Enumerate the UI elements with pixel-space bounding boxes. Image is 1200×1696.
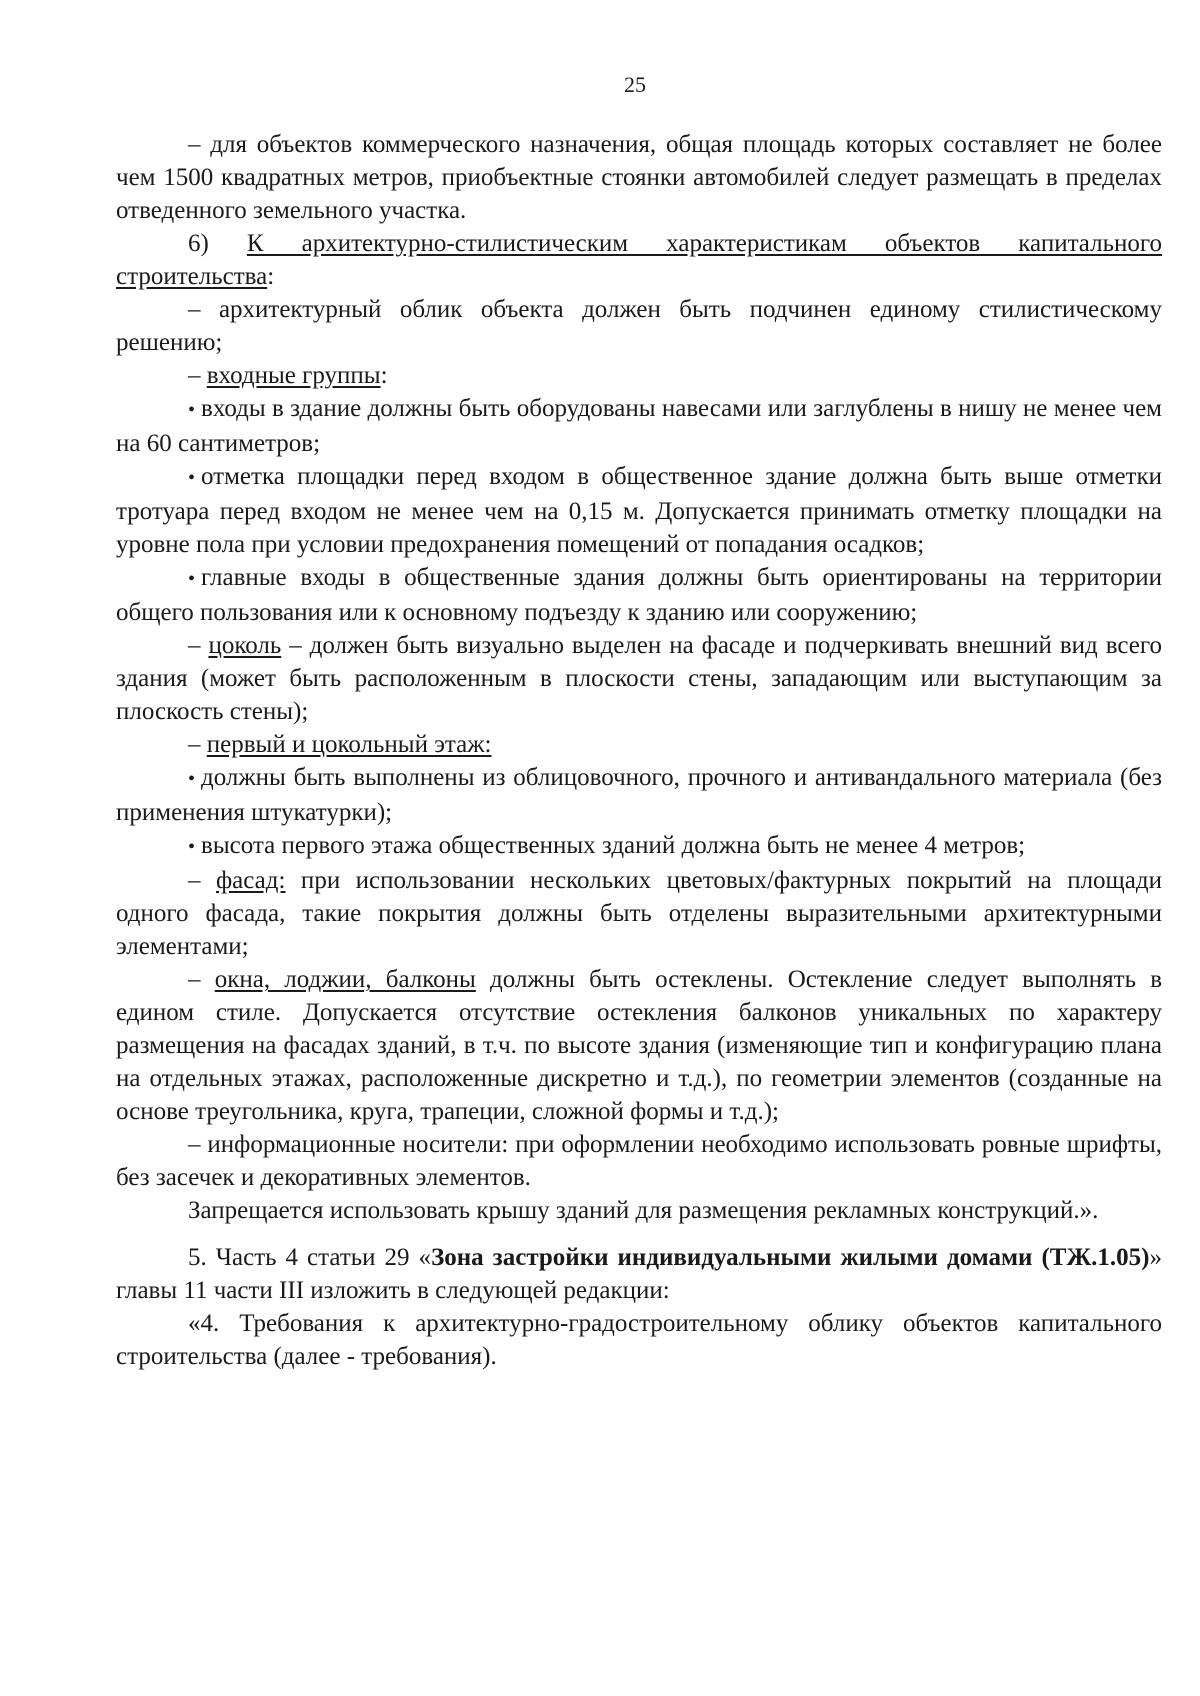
subheading-underlined: цоколь — [208, 632, 282, 659]
paragraph-text: – информационные носители: при оформлении необходимо использовать ровные шрифты, без засечек и декоративных элементов. — [116, 1131, 1162, 1191]
bullet-text: должны быть выполнены из облицовочного, прочного и антивандального материала (без применения штукатурки); — [116, 764, 1162, 826]
bullet-text: высота первого этажа общественных зданий должна быть не менее 4 метров; — [201, 832, 1026, 859]
bullet-icon: • — [188, 467, 196, 489]
paragraph-text: – для объектов коммерческого назначения, общая площадь которых составляет не более чем 1500 квадратных метров, приобъектные стоянки автомобилей следует размещать в пределах отведенного земельного участка. — [116, 131, 1162, 224]
paragraph-architectural-appearance — [116, 293, 1162, 359]
dash: – — [188, 362, 207, 389]
bullet-icon: • — [188, 399, 196, 421]
paragraph-information-carriers — [116, 1128, 1162, 1194]
paragraph-requirements-4 — [116, 1307, 1162, 1373]
paragraph-windows-balconies — [116, 963, 1162, 1128]
paragraph-text: «4. Требования к архитектурно-градостроительному облику объектов капитального строительства (далее - требования). — [116, 1310, 1162, 1370]
paragraph-plinth — [116, 629, 1162, 728]
paragraph-text: 5. Часть 4 статьи 29 « — [188, 1244, 432, 1271]
paragraph-text: при использовании нескольких цветовых/фактурных покрытий на площади одного фасада, такие покрытия должны быть отделены выразительными архитектурными элементами; — [116, 867, 1162, 960]
bullet-item-platform-level — [116, 460, 1162, 561]
paragraph-roof-advertising-ban — [116, 1194, 1162, 1227]
paragraph-facade — [116, 864, 1162, 963]
paragraph-text: » главы 11 части III изложить в следующей редакции: — [116, 1244, 1162, 1304]
subheading-underlined: первый и цокольный этаж: — [206, 731, 492, 758]
section-heading-underlined: К архитектурно-стилистическим характеристикам объектов капитального строительства — [116, 230, 1163, 290]
subheading-colon: : — [380, 362, 388, 389]
subheading-underlined: входные группы — [206, 362, 381, 389]
page-number: 25 — [624, 72, 646, 97]
dash: – — [188, 731, 207, 758]
bullet-icon: • — [188, 768, 196, 790]
bullet-item-canopies — [116, 392, 1162, 460]
paragraph-text: – архитектурный облик объекта должен быть подчинен единому стилистическому решению; — [116, 296, 1162, 356]
paragraph-text: – должен быть визуально выделен на фасаде и подчеркивать внешний вид всего здания (может быть расположенным в плоскости стены, западающим или выступающим за плоскость стены); — [116, 632, 1163, 725]
page-body — [116, 128, 1162, 1373]
bullet-item-floor-height — [116, 829, 1162, 864]
dash: – — [188, 867, 216, 894]
section-number: 6) — [188, 230, 247, 257]
dash: – — [188, 632, 209, 659]
bullet-text: отметка площадки перед входом в общественное здание должна быть выше отметки тротуара перед входом не менее чем на 0,15 м. Допускается принимать отметку площадки на уровне пола при условии предохранения помещений от попадания осадков; — [116, 463, 1162, 558]
paragraph-entrance-groups-heading — [116, 359, 1162, 392]
heading-colon: : — [267, 263, 275, 290]
paragraph-text: Запрещается использовать крышу зданий для размещения рекламных конструкций.». — [188, 1197, 1099, 1224]
bullet-item-main-entrances — [116, 561, 1162, 629]
bullet-text: входы в здание должны быть оборудованы навесами или заглублены в нишу не менее чем на 60 сантиметров; — [116, 395, 1162, 457]
paragraph-text: должны быть остеклены. Остекление следует выполнять в едином стиле. Допускается отсутствие остекления балконов уникальных по характеру размещения на фасадах зданий, в т.ч. по высоте здания (изменяющие тип и конфигурацию плана на отдельных этажах, расположенные дискретно и т.д.), по геометрии элементов (созданные на основе треугольника, круга, трапеции, сложной формы и т.д.); — [116, 966, 1163, 1125]
bullet-icon: • — [188, 568, 196, 590]
paragraph-amendment-5 — [116, 1241, 1162, 1307]
bullet-item-cladding-material — [116, 761, 1162, 829]
bullet-text: главные входы в общественные здания должны быть ориентированы на территории общего пользования или к основному подъезду к зданию или сооружению; — [116, 564, 1162, 626]
zone-title-bold: Зона застройки индивидуальными жилыми домами (ТЖ.1.05) — [431, 1244, 1150, 1271]
paragraph-section-6-heading — [116, 227, 1162, 293]
paragraph-commercial-parking — [116, 128, 1162, 227]
subheading-underlined: фасад: — [215, 867, 286, 894]
paragraph-first-floor-heading — [116, 728, 1162, 761]
dash: – — [188, 966, 215, 993]
subheading-underlined: окна, лоджии, балконы — [214, 966, 476, 993]
bullet-icon: • — [188, 836, 196, 858]
